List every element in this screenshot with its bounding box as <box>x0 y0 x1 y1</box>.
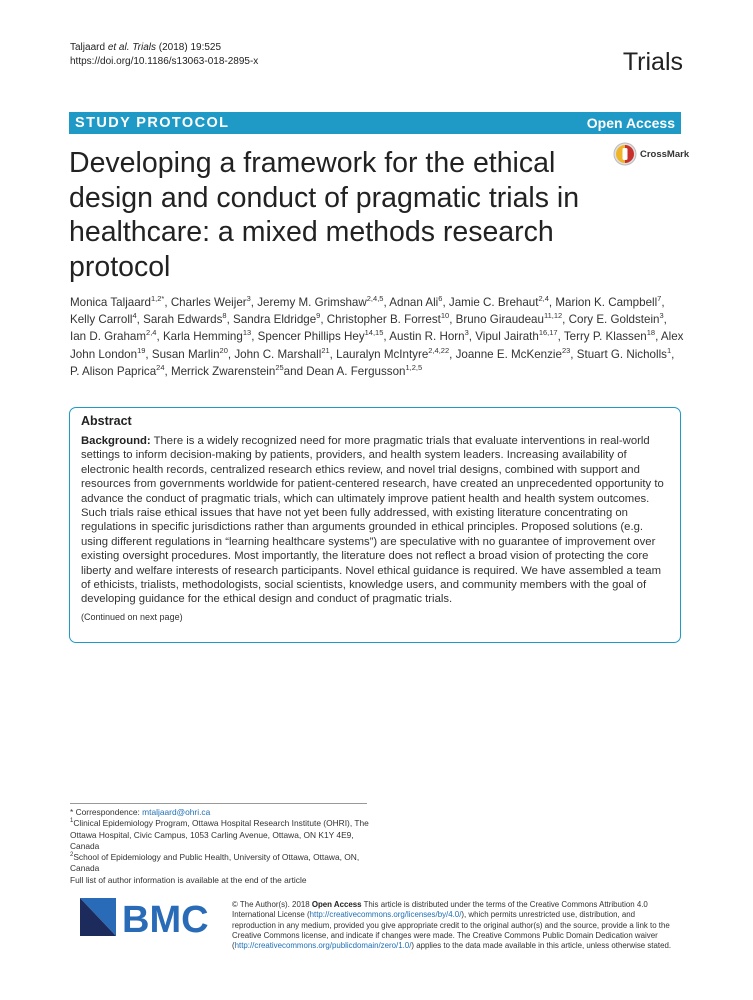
author-affiliation-marker: 25 <box>275 362 284 372</box>
author-affiliation-marker: 3 <box>659 311 664 321</box>
citation-year-volume: (2018) 19:525 <box>158 42 222 53</box>
license-link-cc-by[interactable]: http://creativecommons.org/licenses/by/4.0/ <box>309 910 462 920</box>
author-name: Monica Taljaard <box>70 296 151 309</box>
abstract-box <box>69 407 681 643</box>
license-notice <box>232 900 672 951</box>
author-affiliation-marker: 10 <box>440 311 450 321</box>
author-name: Karla Hemming <box>162 330 243 344</box>
doi-link[interactable]: https://doi.org/10.1186/s13063-018-2895-x <box>70 56 259 67</box>
author-name: Sandra Eldridge <box>233 313 317 327</box>
affiliation-2: School of Epidemiology and Public Health, University of Ottawa, Ottawa, ON, Canada <box>70 852 360 874</box>
author-name: Merrick Zwarenstein <box>170 364 276 378</box>
citation-authors: Taljaard <box>70 42 106 53</box>
author-affiliation-marker: 16,17 <box>538 328 558 338</box>
correspondence-email[interactable]: mtaljaard@ohri.ca <box>142 807 211 817</box>
author-name: Alex John London <box>70 330 684 361</box>
author-name: Austin R. Horn <box>389 330 465 344</box>
footnote-divider <box>70 803 367 804</box>
license-open-access: Open Access <box>311 900 362 909</box>
author-affiliation-marker: 2,4 <box>538 294 549 304</box>
background-label: Background: <box>81 435 151 447</box>
author-name: Stuart G. Nicholls <box>576 347 667 361</box>
author-affiliation-marker: 3 <box>246 294 251 304</box>
author-affiliation-marker: 6 <box>438 294 443 304</box>
license-text-3: ) applies to the data made available in this article, unless otherwise stated. <box>411 941 672 951</box>
author-name: Sarah Edwards <box>143 313 223 327</box>
author-name: Bruno Giraudeau <box>455 313 544 327</box>
author-name: Dean A. Fergusson <box>306 364 406 378</box>
author-name: Joanne E. McKenzie <box>455 347 562 361</box>
author-name: Terry P. Klassen <box>563 330 647 344</box>
author-affiliation-marker: 8 <box>222 311 227 321</box>
license-link-cc0[interactable]: http://creativecommons.org/publicdomain/zero/1.0/ <box>234 941 412 951</box>
license-text-2: ), which permits unrestricted use, distribution, and reproduction in any medium, provided you give appropriate credit to the original author(s) and the source, provide a link to the Creative Commons license, and indicate if changes were made. The Creative Commons Public Domain Dedication waiver ( <box>232 910 670 951</box>
citation-header <box>70 41 258 69</box>
article-title: Developing a framework for the ethical design and conduct of pragmatic trials in healthcare: a mixed methods research protocol <box>69 147 580 283</box>
author-affiliation-marker: 14,15 <box>364 328 384 338</box>
author-affiliation-marker: 24 <box>156 362 165 372</box>
author-affiliation-marker: 9 <box>316 311 321 321</box>
author-name: Lauralyn McIntyre <box>336 347 429 361</box>
continued-note: (Continued on next page) <box>81 611 183 622</box>
affiliation-2-number: 2 <box>70 852 74 859</box>
author-list: Monica Taljaard$^{1,2*}$, Charles Weijer$^3$, Jeremy M. Grimshaw$^{2,4,5}$, Adnan Ali$^6$, Jamie C. Brehaut$^{2,4}$, Marion K. Campbell$^7$, Kelly Carroll$^4$, Sarah Edwards$^8$, Sandra Eldridge$^9$, Christopher B. Forrest$^{10}$, Bruno Giraudeau$^{11,12}$, Cory E. Goldstein$^3$, Ian D. Graham$^{2,4}$, Karla Hemming$^{13}$, Spencer Phillips Hey$^{14,15}$, Austin R. Horn$^3$, Vipul Jairath$^{16,17}$, Terry P. Klassen$^{18}$, Alex John London$^{19}$, Susan Marlin$^{20}$, John C. Marshall$^{21}$, Lauralyn McIntyre$^{2,4,22}$, Joanne E. McKenzie$^{23}$, Stuart G. Nicholls$^1$, P. Alison Paprica$^{24}$, Merrick Zwarenstein$^{25}$and Dean A. Fergusson$^{1,2,5}$ <box>70 294 684 378</box>
author-affiliation-marker: 7 <box>657 294 662 304</box>
author-affiliation-marker: 19 <box>137 345 146 355</box>
author-name: Christopher B. Forrest <box>326 313 441 327</box>
author-affiliation-marker: 23 <box>561 345 571 355</box>
author-name: Ian D. Graham <box>70 330 147 344</box>
citation-etal: et al. <box>107 42 130 53</box>
author-name: Marion K. Campbell <box>555 296 658 309</box>
author-affiliation-marker: 11,12 <box>543 311 563 321</box>
author-affiliation-marker: 2,4 <box>146 328 157 338</box>
author-name: Susan Marlin <box>151 347 220 361</box>
affiliation-1: Clinical Epidemiology Program, Ottawa Hospital Research Institute (OHRI), The Ottawa Hospital, Civic Campus, 1053 Carling Avenue, Ottawa, ON K1Y 4E9, Canada <box>70 818 369 851</box>
author-affiliation-marker: 2,4,22 <box>428 345 450 355</box>
crossmark-icon <box>613 142 637 166</box>
abstract-background <box>81 434 669 607</box>
bmc-logo-text: BMC <box>122 899 209 939</box>
crossmark-badge[interactable] <box>613 142 689 166</box>
author-affiliation-marker: 13 <box>242 328 252 338</box>
crossmark-label: CrossMark <box>640 148 690 160</box>
open-access-label: Open Access <box>586 115 675 131</box>
author-name: Jeremy M. Grimshaw <box>257 296 367 309</box>
authors-and: and <box>283 364 304 378</box>
author-affiliation-marker: 21 <box>321 345 330 355</box>
author-affiliation-marker: 20 <box>219 345 228 355</box>
correspondence-label: * Correspondence: <box>70 807 140 817</box>
author-name: Adnan Ali <box>389 296 439 309</box>
article-type: STUDY PROTOCOL <box>75 115 230 131</box>
author-name: Cory E. Goldstein <box>568 313 660 327</box>
background-text: There is a widely recognized need for more pragmatic trials that evaluate interventions in real-world settings to inform decision-making by patients, providers, and health system leaders. Increasing availability of electronic health records, centralized research ethics review, and novel trial designs, combined with support and resources from governments worldwide for patient-centered research, have created an unprecedented opportunity to advance the conduct of pragmatic trials, which can ultimately improve patient health and health system outcomes. Such trials raise ethical issues that have not yet been fully addressed, with existing literature concentrating on regulations in specific jurisdictions rather than arguments grounded in ethical principles. Proposed solutions (e.g. using different regulations in “learning healthcare systems”) are speculative with no guarantee of improvement over existing oversight procedures. Most importantly, the literature does not reflect a broad vision of protecting the core liberty and welfare interests of research participants. Novel ethical guidance is required. We have assembled a team of ethicists, trialists, methodologists, social scientists, knowledge users, and community members with the goal of developing guidance for the ethical design and conduct of pragmatic trials. <box>81 435 664 606</box>
author-affiliation-marker: 1,2,5 <box>405 362 423 372</box>
copyright: © The Author(s). 2018 <box>232 900 310 909</box>
author-affiliation-marker: 3 <box>464 328 469 338</box>
author-affiliation-marker: 2,4,5 <box>366 294 384 304</box>
abstract-heading: Abstract <box>81 414 132 428</box>
article-type-banner <box>69 112 681 134</box>
author-name: Spencer Phillips Hey <box>257 330 365 344</box>
author-affiliation-marker: 18 <box>646 328 656 338</box>
author-name: John C. Marshall <box>234 347 322 361</box>
author-name: Jamie C. Brehaut <box>448 296 539 309</box>
bmc-logo <box>80 895 220 944</box>
license-text-1: This article is distributed under the terms of the Creative Commons Attribution 4.0 International License ( <box>232 900 648 920</box>
full-author-info-note: Full list of author information is available at the end of the article <box>70 874 307 885</box>
author-affiliation-marker: 1,2* <box>151 294 165 304</box>
affiliation-1-number: 1 <box>70 818 74 825</box>
bmc-logo-icon <box>80 895 220 939</box>
footnotes <box>70 807 375 886</box>
author-name: Kelly Carroll <box>70 313 133 327</box>
author-name: Charles Weijer <box>170 296 247 309</box>
citation-journal: Trials <box>132 42 156 53</box>
author-name: P. Alison Paprica <box>70 364 157 378</box>
author-affiliation-marker: 1 <box>666 345 672 355</box>
author-name: Vipul Jairath <box>475 330 539 344</box>
author-affiliation-marker: 4 <box>132 311 137 321</box>
journal-name: Trials <box>622 48 683 76</box>
